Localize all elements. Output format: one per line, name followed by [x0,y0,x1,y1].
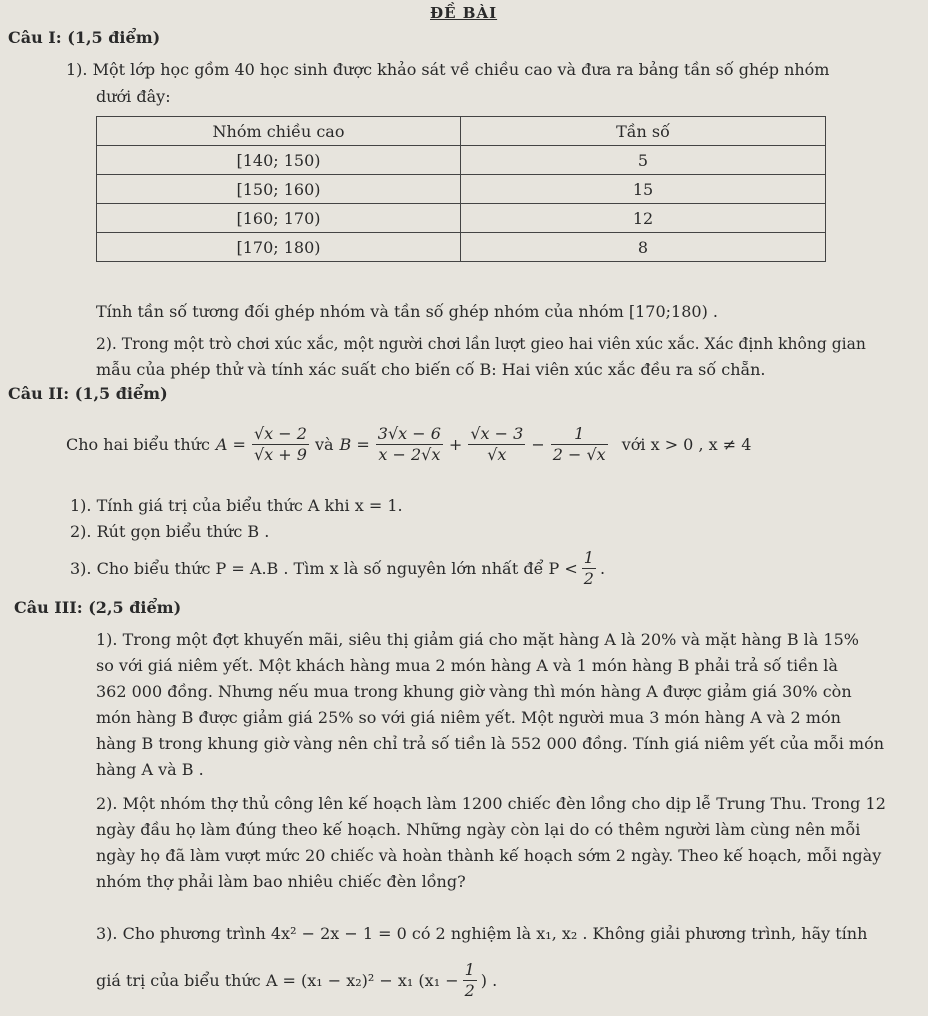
fraction-numerator: √x − 2 [253,424,307,443]
fraction-numerator: 1 [464,960,475,979]
table-row [97,146,826,175]
frequency-table [96,116,826,262]
table-header-row [97,117,826,146]
table-cell: [160; 170) [97,204,461,233]
q1-part2-line1: 2). Trong một trò chơi xúc xắc, một người chơi lần lượt gieo hai viên xúc xắc. Xác định không gian [96,335,866,353]
table-cell: 5 [461,146,826,175]
table-header: Nhóm chiều cao [97,117,461,146]
page-title: ĐỀ BÀI [430,4,498,22]
fraction-denominator: √x + 9 [253,445,307,464]
fraction-numerator: 1 [583,548,594,567]
q3-part3-text: giá trị của biểu thức A = (x₁ − x₂)² − x₁ (x₁ − [96,971,459,990]
question-2-heading: Câu II: (1,5 điểm) [8,384,168,403]
table-cell: [140; 150) [97,146,461,175]
expr-b-fraction-2 [468,424,525,465]
table-row [97,233,826,262]
fraction-denominator: 2 − √x [552,445,606,464]
q3-part2-line: ngày họ đã làm vượt mức 20 chiếc và hoàn thành kế hoạch sớm 2 ngày. Theo kế hoạch, mỗi ngày [96,846,882,865]
expr-a-label: A = [215,435,246,454]
q3-part1-line: món hàng B được giảm giá 25% so với giá niêm yết. Một người mua 3 món hàng A và 2 món [96,708,841,727]
table-cell: [150; 160) [97,175,461,204]
table-header: Tần số [461,117,826,146]
q1-part1-line2: dưới đây: [96,87,171,106]
q1-part1-line1: 1). Một lớp học gồm 40 học sinh được khảo sát về chiều cao và đưa ra bảng tần số ghép nhóm [66,60,830,79]
q3-part2-line: nhóm thợ phải làm bao nhiêu chiếc đèn lồng? [96,872,466,891]
period: . [599,559,606,578]
table-cell: 12 [461,204,826,233]
q3-part1-line: hàng A và B . [96,760,204,779]
table-cell: 8 [461,233,826,262]
q3-part2-line: ngày đầu họ làm đúng theo kế hoạch. Những ngày còn lại do có thêm người làm cùng nên mỗi [96,820,861,839]
table-row [97,204,826,233]
q3-part1-line: 1). Trong một đợt khuyến mãi, siêu thị giảm giá cho mặt hàng A là 20% và mặt hàng B là 15% [96,630,859,649]
q2-expressions [66,424,751,465]
q3-part1-line: hàng B trong khung giờ vàng nên chỉ trả số tiền là 552 000 đồng. Tính giá niêm yết của mỗi món [96,734,885,753]
fraction-denominator: 2 [583,569,594,588]
table-row [97,175,826,204]
expr-b-fraction-3 [551,424,608,465]
q3-part1-line: so với giá niêm yết. Một khách hàng mua 2 món hàng A và 1 món hàng B phải trả số tiền là [96,656,838,675]
q3-part3-line2 [96,960,497,1001]
q2-part2: 2). Rút gọn biểu thức B . [70,522,270,541]
half-fraction [463,960,477,1001]
q2-part3 [70,548,605,589]
fraction-denominator: 2 [464,981,475,1000]
q2-part3-text: 3). Cho biểu thức P = A.B . Tìm x là số nguyên lớn nhất để P < [70,559,578,578]
q3-part2-line: 2). Một nhóm thợ thủ công lên kế hoạch làm 1200 chiếc đèn lồng cho dịp lễ Trung Thu. Trong 12 [96,794,886,813]
expr-b-label: B = [339,435,370,454]
q3-part3-line1: 3). Cho phương trình 4x² − 2x − 1 = 0 có 2 nghiệm là x₁, x₂ . Không giải phương trình, hãy tính [96,924,868,943]
q2-part1: 1). Tính giá trị của biểu thức A khi x = 1. [70,496,403,515]
q2-condition: với x > 0 , x ≠ 4 [621,435,752,454]
conjunction: và [314,435,334,454]
fraction-denominator: √x [487,445,507,464]
q1-part2-line2: mẫu của phép thử và tính xác suất cho biến cố B: Hai viên xúc xắc đều ra số chẵn. [96,360,766,379]
fraction-numerator: 1 [551,424,608,445]
fraction-numerator: 3√x − 6 [377,424,441,443]
table-cell: [170; 180) [97,233,461,262]
question-1-heading: Câu I: (1,5 điểm) [8,28,161,47]
closing-paren: ) . [480,971,498,990]
question-3-heading: Câu III: (2,5 điểm) [14,598,182,617]
fraction-denominator: x − 2√x [378,445,441,464]
fraction-numerator: √x − 3 [470,424,524,443]
expr-a-fraction [252,424,309,465]
q2-intro: Cho hai biểu thức [66,435,210,454]
expr-b-fraction-1 [376,424,443,465]
q3-part1-line: 362 000 đồng. Nhưng nếu mua trong khung giờ vàng thì món hàng A được giảm giá 30% còn [96,682,852,701]
plus-sign: + [448,435,463,454]
table-cell: 15 [461,175,826,204]
minus-sign: − [531,435,545,454]
q1-part1-task: Tính tần số tương đối ghép nhóm và tần số ghép nhóm của nhóm [170;180) . [96,302,719,321]
half-fraction [582,548,596,589]
